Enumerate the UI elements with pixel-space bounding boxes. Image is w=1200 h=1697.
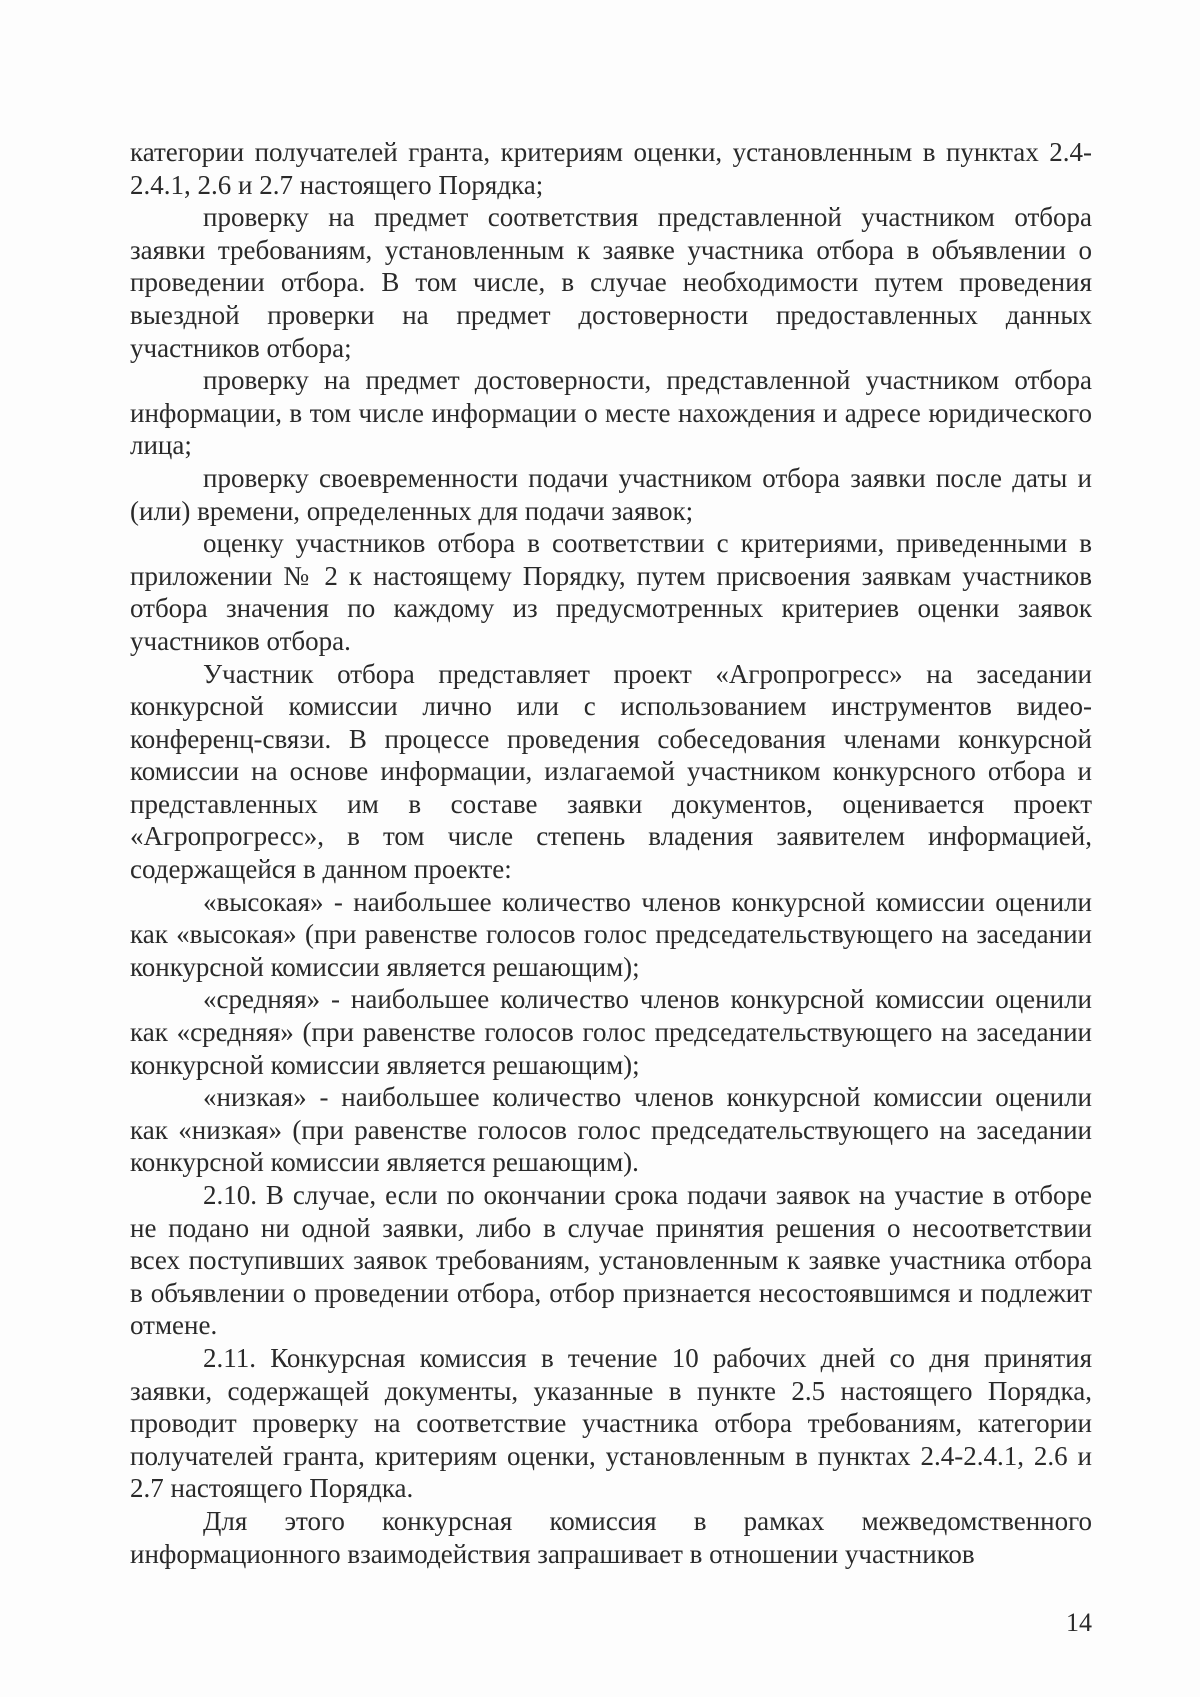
paragraph: «высокая» - наибольшее количество членов конкурсной комиссии оценили как «высокая» (при равенстве голосов голос председательствующего на заседании конкурсной комиссии является решающим); <box>130 886 1092 982</box>
paragraph: проверку на предмет соответствия представленной участником отбора заявки требованиям, установленным к заявке участника отбора в объявлении о проведении отбора. В том числе, в случае необходимости путем проведения выездной проверки на предмет достоверности предоставленных данных участников отбора; <box>130 202 1092 363</box>
paragraph: «средняя» - наибольшее количество членов конкурсной комиссии оценили как «средняя» (при равенстве голосов голос председательствующего на заседании конкурсной комиссии является решающим); <box>130 984 1092 1080</box>
paragraph: проверку на предмет достоверности, представленной участником отбора информации, в том числе информации о месте нахождения и адресе юридического лица; <box>130 365 1092 461</box>
paragraph: 2.11. Конкурсная комиссия в течение 10 рабочих дней со дня принятия заявки, содержащей документы, указанные в пункте 2.5 настоящего Порядка, проводит проверку на соответствие участника отбора требованиям, категории получателей гранта, критериям оценки, установленным в пунктах 2.4-2.4.1, 2.6 и 2.7 настоящего Порядка. <box>130 1342 1092 1504</box>
page-number: 14 <box>1066 1608 1092 1637</box>
paragraph: Для этого конкурсная комиссия в рамках межведомственного информационного взаимодействия запрашивает в отношении участников <box>130 1505 1092 1569</box>
paragraph: оценку участников отбора в соответствии с критериями, приведенными в приложении № 2 к настоящему Порядку, путем присвоения заявкам участников отбора значения по каждому из предусмотренных критериев оценки заявок участников отбора. <box>130 528 1092 656</box>
paragraph: Участник отбора представляет проект «Агропрогресс» на заседании конкурсной комиссии лично или с использованием инструментов видео-конференц-связи. В процессе проведения собеседования членами конкурсной комиссии на основе информации, излагаемой участником конкурсного отбора и представленных им в составе заявки документов, оценивается проект «Агропрогресс», в том числе степень владения заявителем информацией, содержащейся в данном проекте: <box>130 658 1092 885</box>
document-body <box>130 136 1092 1570</box>
paragraph: проверку своевременности подачи участником отбора заявки после даты и (или) времени, определенных для подачи заявок; <box>130 462 1092 526</box>
paragraph: категории получателей гранта, критериям оценки, установленным в пунктах 2.4-2.4.1, 2.6 и 2.7 настоящего Порядка; <box>130 137 1092 200</box>
paragraph: «низкая» - наибольшее количество членов конкурсной комиссии оценили как «низкая» (при равенстве голосов голос председательствующего на заседании конкурсной комиссии является решающим). <box>130 1082 1092 1178</box>
paragraph: 2.10. В случае, если по окончании срока подачи заявок на участие в отборе не подано ни одной заявки, либо в случае принятия решения о несоответствии всех поступивших заявок требованиям, установленным к заявке участника отбора в объявлении о проведении отбора, отбор признается несостоявшимся и подлежит отмене. <box>130 1180 1092 1341</box>
